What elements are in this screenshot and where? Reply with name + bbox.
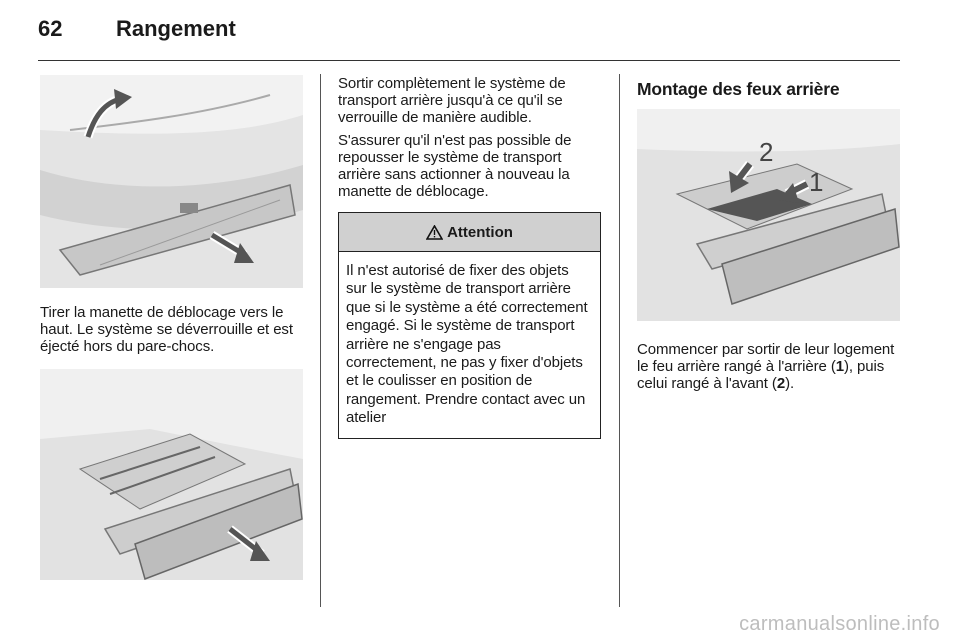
callout-number-2: 2 (776, 375, 786, 392)
warning-triangle-icon (426, 225, 443, 240)
paragraph-release: Tirer la manette de déblocage vers le haut. Le système se déverrouille et est éjecté hors du pare-chocs. (40, 304, 293, 355)
header-rule (38, 60, 900, 61)
attention-title: Attention (447, 223, 513, 241)
attention-body (339, 252, 600, 438)
attention-box (338, 212, 601, 439)
paragraph-check: S'assurer qu'il n'est pas possible de repousser le système de transport arrière sans actionner à nouveau la manette de déblocage. (338, 132, 572, 200)
paragraph-tail-lights (637, 341, 900, 392)
column-divider-1 (320, 74, 321, 607)
attention-text: Il n'est autorisé de fixer des objets sur le système de transport arrière que si le système a été correctement engagé. Si le système de transport arrière ne s'engage pas correctement, ne pas y fixer d'objets et le coulisser en position de rangement. Prendre contact avec un atelier (346, 262, 588, 427)
text-part-2: ), puis celui rangé à l'avant ( (637, 358, 885, 392)
column-divider-2 (619, 74, 620, 607)
text-part-3: ). (785, 375, 795, 392)
figure-ejected-carrier (40, 369, 303, 580)
footer-watermark: carmanualsonline.info (739, 613, 940, 635)
chapter-title: Rangement (116, 16, 236, 41)
column-middle (338, 75, 602, 439)
figure-label-2: 2 (759, 137, 774, 167)
figure-release-handle (40, 75, 303, 288)
paragraph-extend: Sortir complètement le système de transport arrière jusqu'à ce qu'il se verrouille de manière audible. (338, 75, 566, 126)
figure-tail-lights (637, 109, 900, 321)
figure-label-1: 1 (809, 167, 824, 197)
page-number: 62 (38, 16, 63, 41)
column-left (40, 75, 303, 580)
column-right (637, 75, 900, 392)
attention-header (339, 213, 600, 252)
section-heading: Montage des feux arrière (637, 79, 840, 99)
callout-number-1: 1 (835, 358, 844, 375)
text-part-1: Commencer par sortir de leur logement le feu arrière rangé à l'arrière ( (637, 341, 895, 375)
